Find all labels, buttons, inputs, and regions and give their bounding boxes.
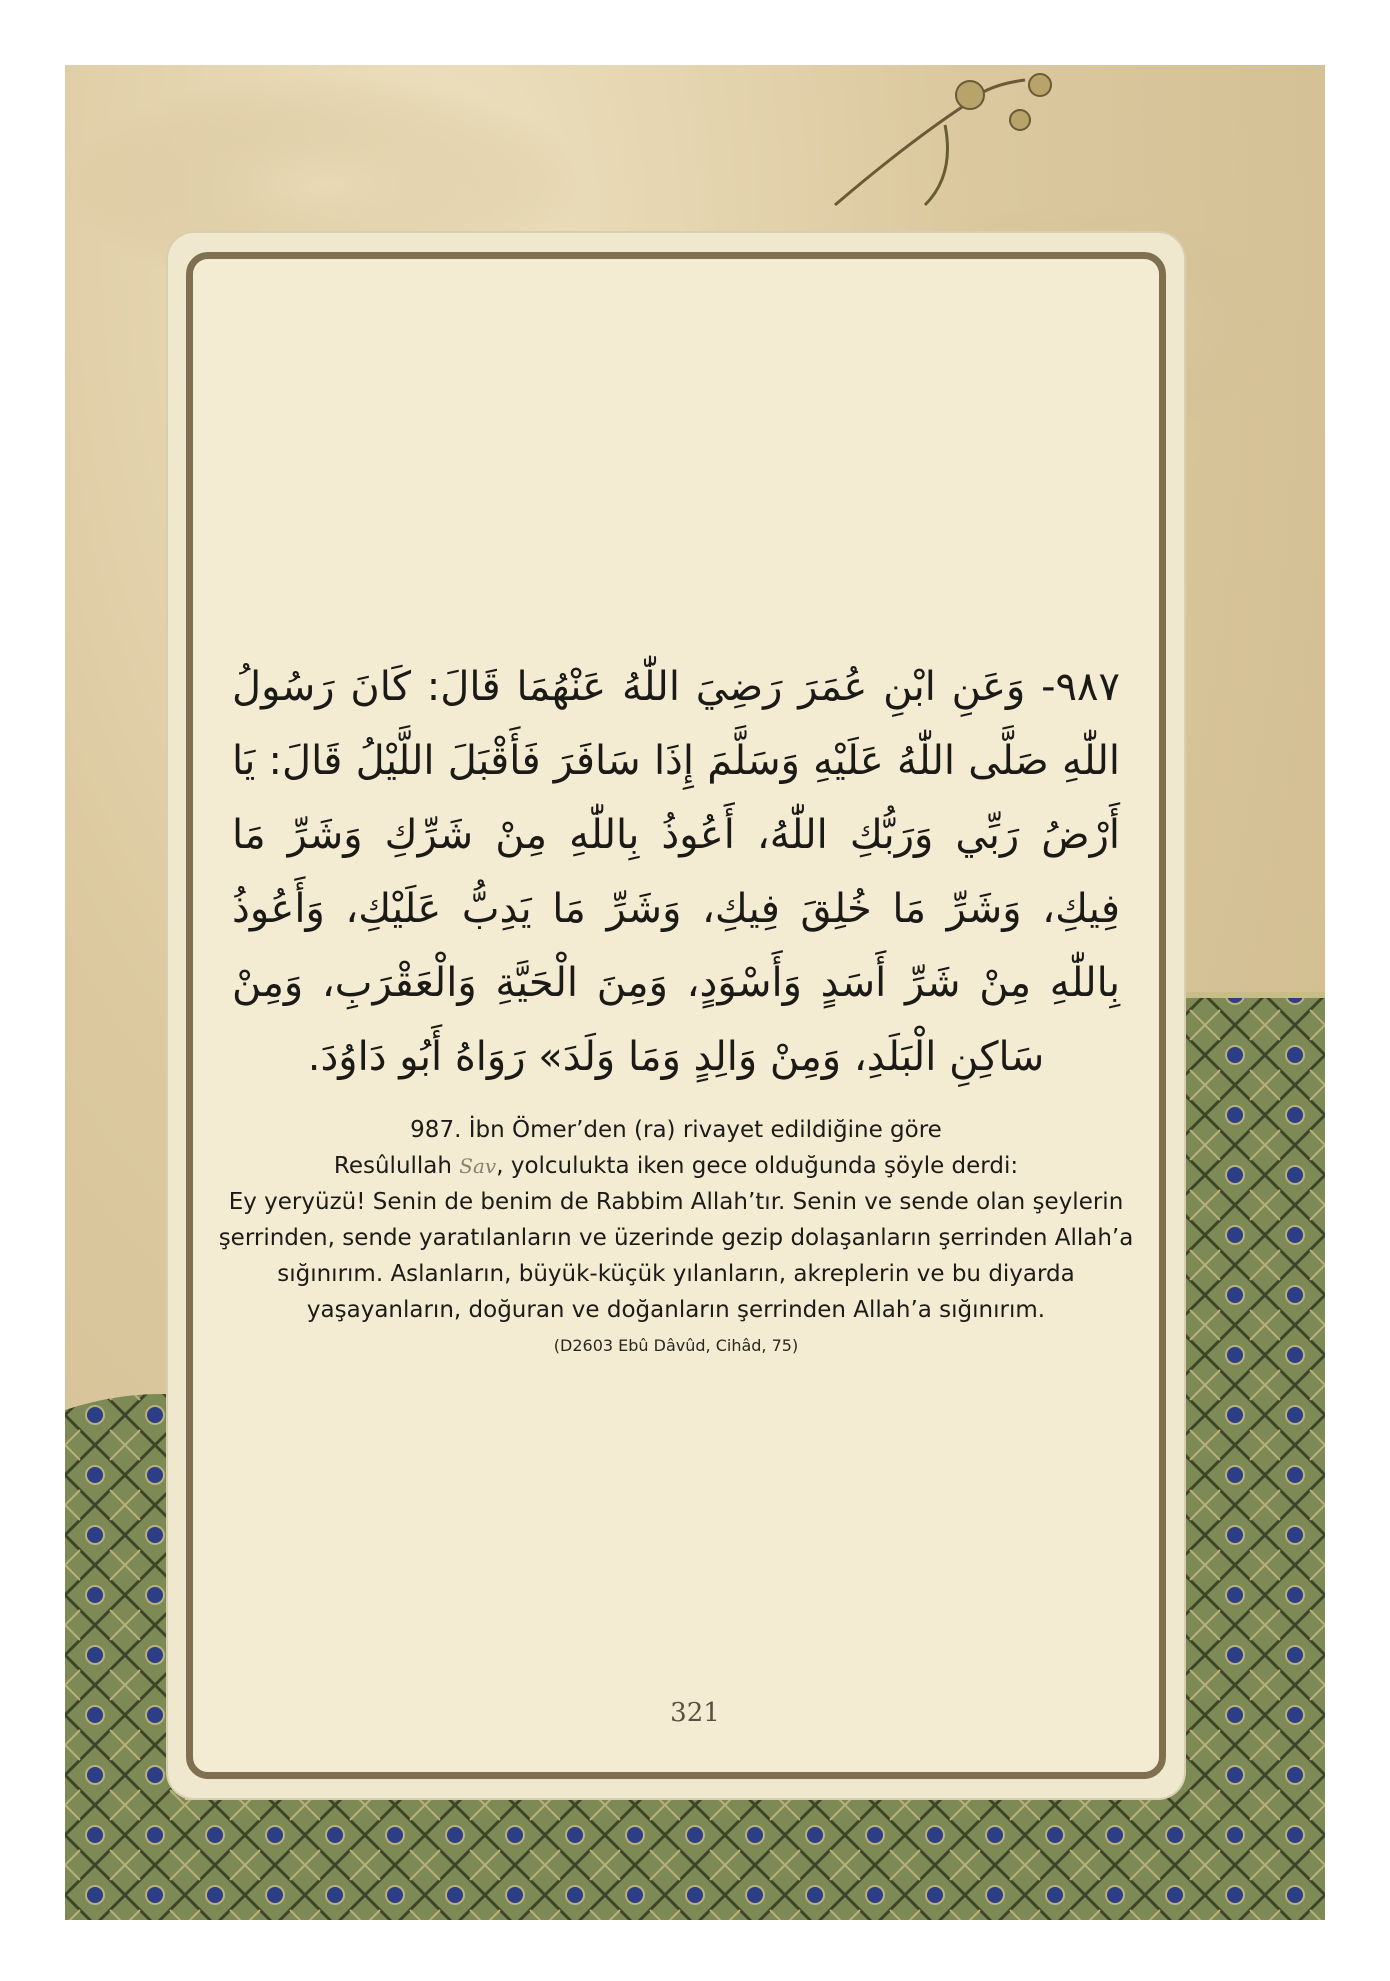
translation-resulullah: Resûlullah bbox=[333, 1153, 452, 1179]
translation-line-1: 987. İbn Ömer’den (ra) rivayet edildiğine göre bbox=[410, 1117, 942, 1143]
salawat-mark: Sav bbox=[459, 1154, 497, 1178]
arabic-hadith-text: ٩٨٧- وَعَنِ ابْنِ عُمَرَ رَضِيَ اللّٰهُ عَنْهُمَا قَالَ: كَانَ رَسُولُ اللّٰهِ صَلَّى اللّٰهُ عَلَيْهِ وَسَلَّمَ إِذَا سَافَرَ فَأَقْبَلَ اللَّيْلُ قَالَ: يَا أَرْضُ رَبِّي وَرَبُّكِ اللّٰهُ، أَعُوذُ بِاللّٰهِ مِنْ شَرِّكِ وَشَرِّ مَا فِيكِ، وَشَرِّ مَا خُلِقَ فِيكِ، وَشَرِّ مَا يَدِبُّ عَلَيْكِ، وَأَعُوذُ بِاللّٰهِ مِنْ شَرِّ أَسَدٍ وَأَسْوَدٍ، وَمِنَ الْحَيَّةِ وَالْعَقْرَبِ، وَمِنْ سَاكِنِ الْبَلَدِ، وَمِنْ وَالِدٍ وَمَا وَلَدَ» رَوَاهُ أَبُو دَاوُدَ. bbox=[232, 664, 1120, 1080]
turkish-translation bbox=[190, 1112, 1162, 1328]
translation-line-2 bbox=[210, 1148, 1142, 1184]
translation-body: Ey yeryüzü! Senin de benim de Rabbim Allah’tır. Senin ve sende olan şeylerin şerrinden, sende yaratılanların ve üzerinde gezip dolaşanların şerrinden Allah’a sığınırım. Aslanların, büyük-küçük yılanların, akreplerin ve bu diyarda yaşayanların, doğuran ve doğanların şerrinden Allah’a sığınırım. bbox=[218, 1189, 1134, 1323]
hadith-source-citation: (D2603 Ebû Dâvûd, Cihâd, 75) bbox=[553, 1336, 799, 1355]
hadith-content bbox=[190, 650, 1162, 1355]
page-number: 321 bbox=[670, 1698, 720, 1728]
translation-line-2-rest: , yolculukta iken gece olduğunda şöyle derdi: bbox=[496, 1153, 1019, 1179]
